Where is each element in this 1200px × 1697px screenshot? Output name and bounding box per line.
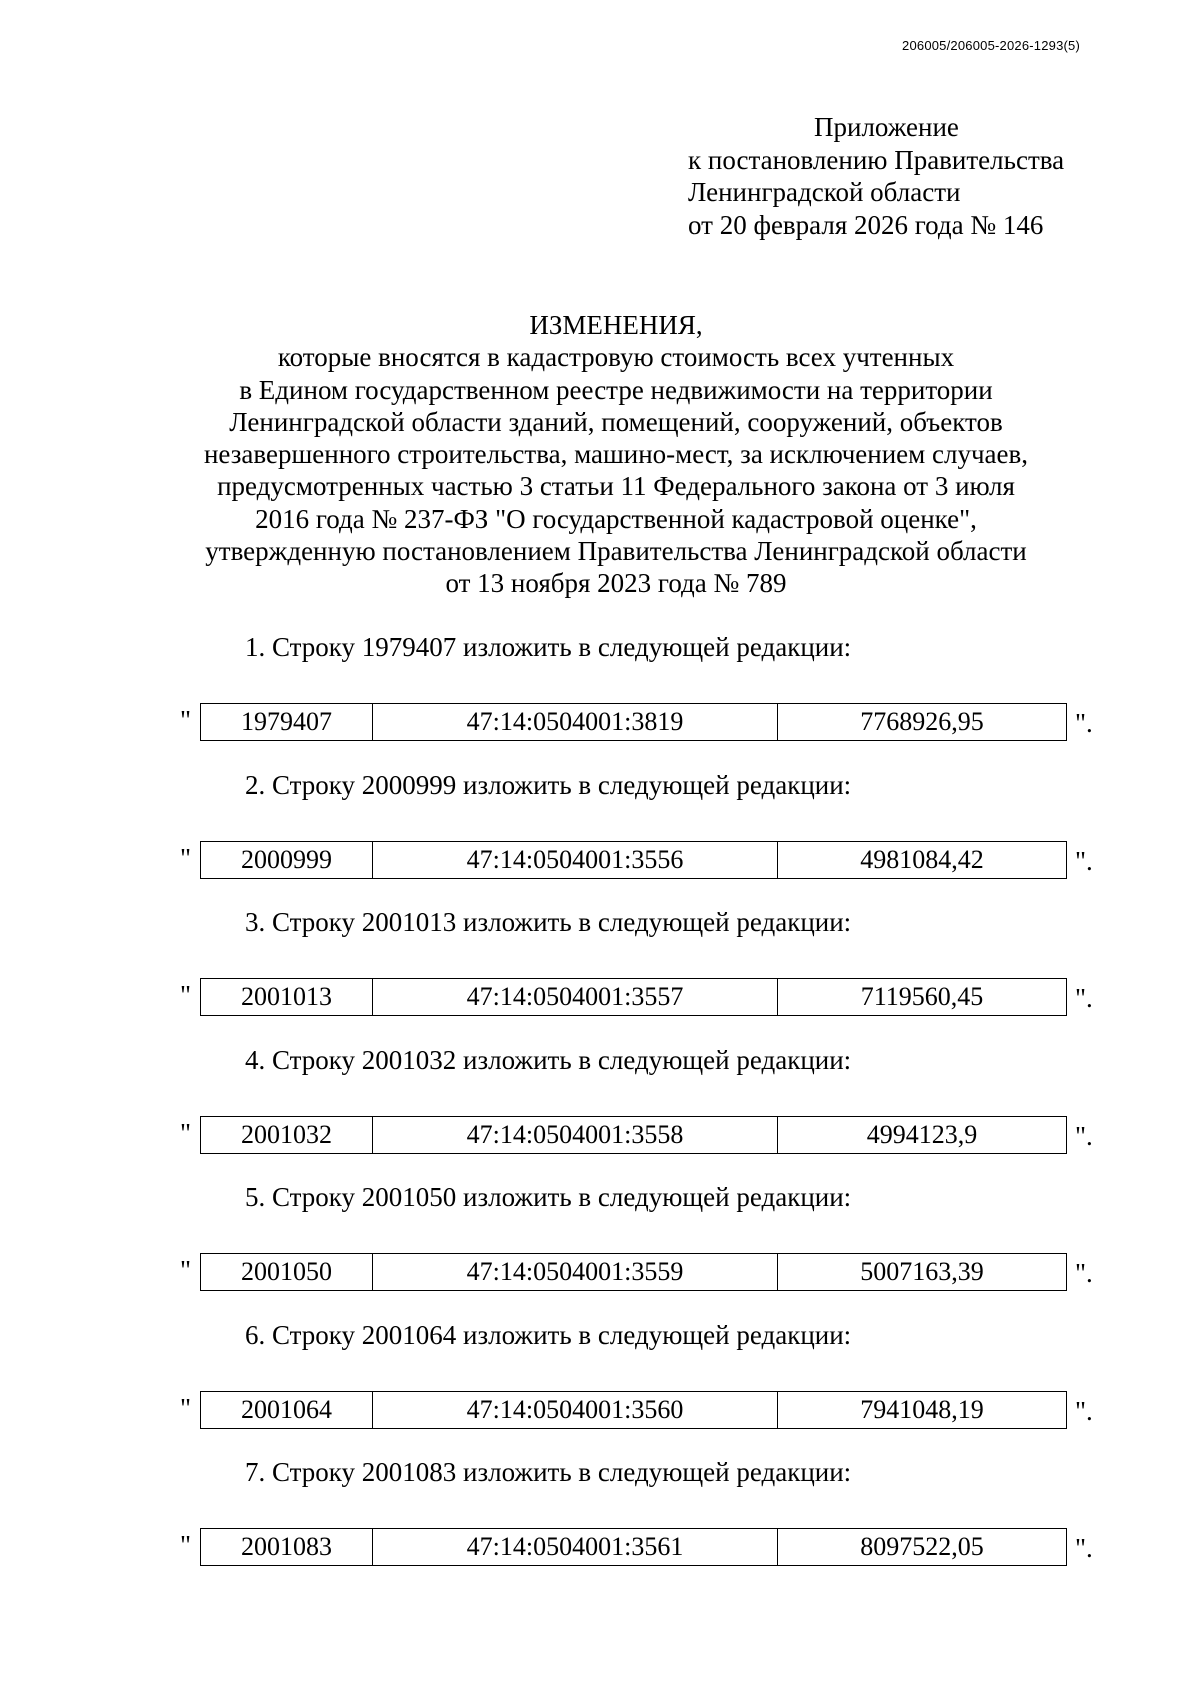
opening-quote: " [180, 1255, 192, 1285]
amendment-instruction: 3. Строку 2001013 изложить в следующей редакции: [245, 907, 852, 937]
cadastral-number-cell: 47:14:0504001:3558 [373, 1116, 778, 1153]
row-number-cell: 2000999 [201, 841, 373, 878]
cadastral-number-cell: 47:14:0504001:3561 [373, 1529, 778, 1566]
closing-quote: ". [1075, 1120, 1093, 1151]
cadastral-value-cell: 5007163,39 [778, 1254, 1067, 1291]
amendment-item [0, 905, 1200, 1043]
cadastral-number-cell: 47:14:0504001:3560 [373, 1391, 778, 1428]
amendment-instruction: 1. Строку 1979407 изложить в следующей редакции: [245, 632, 852, 662]
amendment-item [0, 1180, 1200, 1318]
cadastral-number-cell: 47:14:0504001:3559 [373, 1254, 778, 1291]
amendment-item [0, 1318, 1200, 1456]
cadastral-number-cell: 47:14:0504001:3556 [373, 841, 778, 878]
closing-quote: ". [1075, 845, 1093, 876]
amendment-table [200, 1391, 1067, 1429]
heading-line: предусмотренных частью 3 статьи 11 Федерального закона от 3 июля [217, 471, 1015, 502]
row-number-cell: 2001032 [201, 1116, 373, 1153]
row-number-cell: 2001050 [201, 1254, 373, 1291]
table-row [201, 841, 1067, 878]
cadastral-number-cell: 47:14:0504001:3557 [373, 979, 778, 1016]
cadastral-number-cell: 47:14:0504001:3819 [373, 704, 778, 741]
heading-line: Ленинградской области зданий, помещений, сооружений, объектов [229, 406, 1003, 437]
closing-quote: ". [1075, 1395, 1093, 1426]
table-row [201, 1529, 1067, 1566]
amendment-item [0, 630, 1200, 768]
heading-line: 2016 года № 237-ФЗ "О государственной кадастровой оценке", [255, 503, 977, 534]
attachment-title: Приложение [814, 112, 959, 142]
row-number-cell: 2001064 [201, 1391, 373, 1428]
amendment-item [0, 768, 1200, 906]
cadastral-value-cell: 7768926,95 [778, 704, 1067, 741]
heading-line: утвержденную постановлением Правительства Ленинградской области [205, 536, 1027, 567]
table-row [201, 1116, 1067, 1153]
amendment-item [0, 1043, 1200, 1181]
opening-quote: " [180, 842, 192, 873]
row-number-cell: 2001013 [201, 979, 373, 1016]
heading-line: незавершенного строительства, машино-мест, за исключением случаев, [203, 439, 1028, 470]
cadastral-value-cell: 4981084,42 [778, 841, 1067, 878]
document-heading [0, 309, 1200, 600]
opening-quote: " [180, 1392, 192, 1423]
opening-quote: " [180, 980, 192, 1010]
cadastral-value-cell: 4994123,9 [778, 1116, 1067, 1153]
document-id: 206005/206005-2026-1293(5) [902, 38, 1080, 53]
amendment-table [200, 1528, 1067, 1566]
amendments-list [0, 630, 1200, 1593]
attachment-line: Ленинградской области [688, 177, 961, 207]
amendment-table [200, 703, 1067, 741]
amendment-instruction: 6. Строку 2001064 изложить в следующей редакции: [245, 1319, 852, 1350]
amendment-instruction: 5. Строку 2001050 изложить в следующей редакции: [245, 1182, 852, 1212]
closing-quote: ". [1075, 1258, 1093, 1288]
opening-quote: " [180, 1117, 192, 1148]
cadastral-value-cell: 7119560,45 [778, 979, 1067, 1016]
table-row [201, 1254, 1067, 1291]
amendment-instruction: 7. Строку 2001083 изложить в следующей редакции: [245, 1457, 852, 1487]
cadastral-value-cell: 8097522,05 [778, 1529, 1067, 1566]
amendment-table [200, 978, 1067, 1016]
heading-line: которые вносятся в кадастровую стоимость всех учтенных [277, 342, 955, 373]
closing-quote: ". [1075, 983, 1093, 1013]
cadastral-value-cell: 7941048,19 [778, 1391, 1067, 1428]
amendment-table [200, 841, 1067, 879]
row-number-cell: 1979407 [201, 704, 373, 741]
closing-quote: ". [1075, 708, 1093, 738]
attachment-line: от 20 февраля 2026 года № 146 [688, 209, 1044, 240]
attachment-block [0, 111, 1200, 241]
closing-quote: ". [1075, 1533, 1093, 1563]
attachment-line: к постановлению Правительства [688, 144, 1065, 175]
amendment-table [200, 1116, 1067, 1154]
heading-title: ИЗМЕНЕНИЯ, [529, 310, 703, 340]
heading-line: от 13 ноября 2023 года № 789 [445, 568, 787, 599]
table-row [201, 1391, 1067, 1428]
heading-line: в Едином государственном реестре недвижимости на территории [239, 374, 993, 405]
table-row [201, 979, 1067, 1016]
amendment-instruction: 2. Строку 2000999 изложить в следующей редакции: [245, 769, 852, 800]
row-number-cell: 2001083 [201, 1529, 373, 1566]
amendment-instruction: 4. Строку 2001032 изложить в следующей редакции: [245, 1044, 852, 1075]
table-row [201, 704, 1067, 741]
amendment-table [200, 1253, 1067, 1291]
opening-quote: " [180, 1530, 192, 1560]
opening-quote: " [180, 705, 192, 735]
amendment-item [0, 1455, 1200, 1593]
